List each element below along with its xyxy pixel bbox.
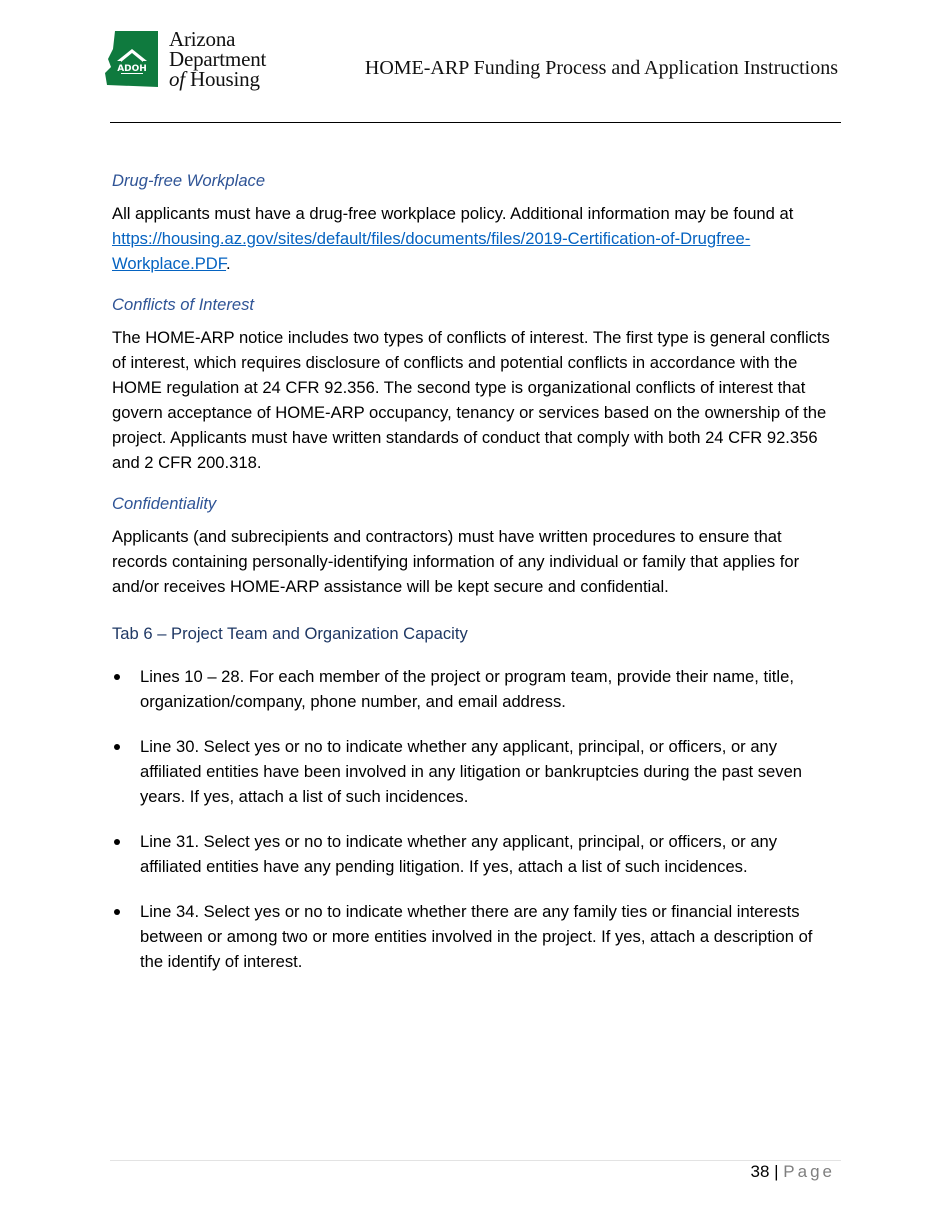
logo-line-1: Arizona [169,27,236,51]
bullet-item: Line 34. Select yes or no to indicate whether there are any family ties or financial interests between or among two or more entities involved in the project. If yes, attach a description of the identify of interest. [112,899,840,974]
arizona-house-logo-icon [103,29,163,89]
conflicts-heading: Conflicts of Interest [112,295,255,314]
conflicts-paragraph: The HOME-ARP notice includes two types of conflicts of interest. The first type is general conflicts of interest, which requires disclosure of conflicts and potential conflicts in accordance with the HOME regulation at 24 CFR 92.356. The second type is organizational conflicts of interest that govern acceptance of HOME-ARP occupancy, tenancy or services based on the ownership of the project. Applicants must have written standards of conduct that comply with both 24 CFR 92.356 and 2 CFR 200.318. [112,328,830,472]
document-title: HOME-ARP Funding Process and Application Instructions [364,57,838,79]
page-label: Page [783,1162,835,1181]
tab6-bullet-list [112,664,840,974]
page-footer [751,1162,836,1182]
drug-free-paragraph: All applicants must have a drug-free workplace policy. Additional information may be found at https://housing.az.gov/sites/default/files/documents/files/2019-Certification-of-Drugfree-Workplace.PDF. [112,204,794,273]
logo-line-2: Department [169,47,267,71]
page-separator: | [769,1162,784,1181]
drug-free-heading: Drug-free Workplace [112,171,266,190]
drug-free-certification-link[interactable]: https://housing.az.gov/sites/default/files/documents/files/2019-Certification-of-Drugfree-Workplace.PDF [112,229,751,273]
tab6-heading: Tab 6 – Project Team and Organization Capacity [112,624,468,643]
svg-text:ADOH: ADOH [117,64,147,74]
bullet-item: Line 31. Select yes or no to indicate whether any applicant, principal, or officers, or any affiliated entities have any pending litigation. If yes, attach a list of such incidences. [112,829,840,879]
bullet-item: Lines 10 – 28. For each member of the project or program team, provide their name, title, organization/company, phone number, and email address. [112,664,840,714]
confidentiality-paragraph: Applicants (and subrecipients and contractors) must have written procedures to ensure that records containing personally-identifying information of any individual or family that applies for and/or receives HOME-ARP assistance will be kept secure and confidential. [112,527,800,596]
adoh-logo [103,29,283,93]
page-content [112,168,840,994]
confidentiality-heading: Confidentiality [112,494,217,513]
logo-line-3: of Housing [169,67,260,91]
page-number: 38 [750,1162,770,1181]
logo-wordmark [169,29,266,89]
bullet-item: Line 30. Select yes or no to indicate whether any applicant, principal, or officers, or any affiliated entities have been involved in any litigation or bankruptcies during the past seven years. If yes, attach a list of such incidences. [112,734,840,809]
footer-divider [110,1160,841,1161]
header-divider [110,122,841,123]
